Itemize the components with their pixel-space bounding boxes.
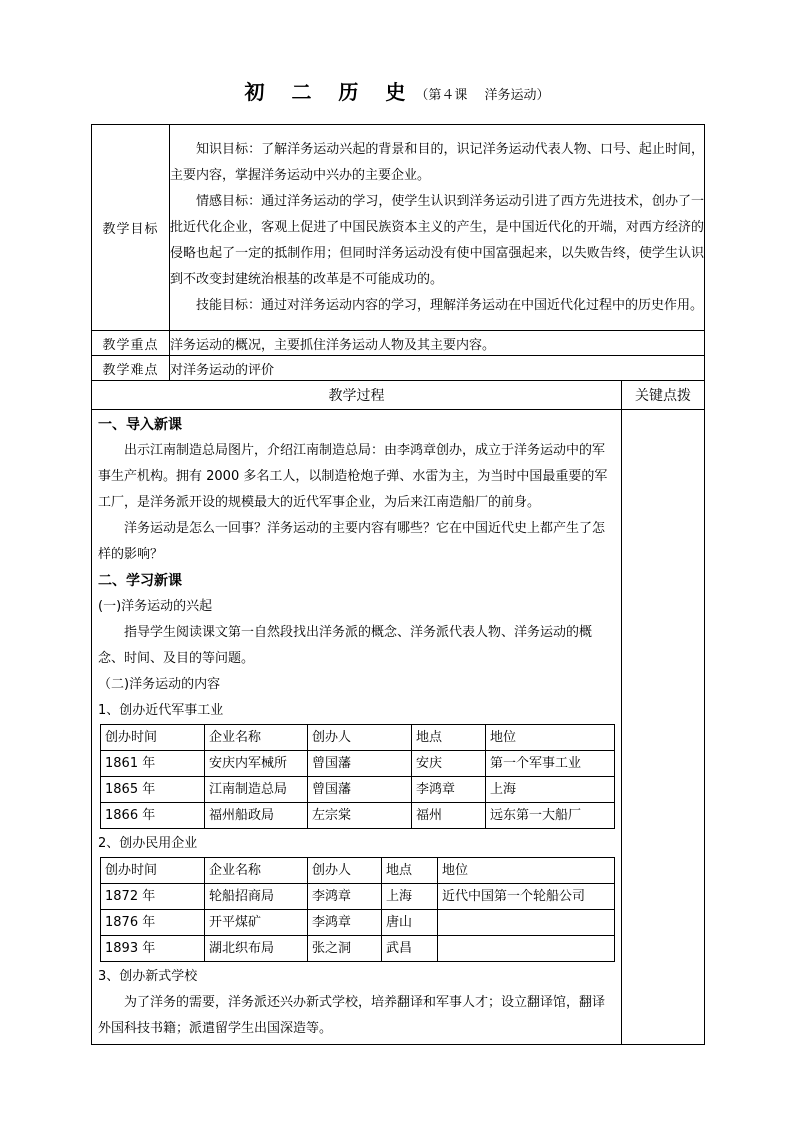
process-content bbox=[92, 410, 622, 1045]
objectives-content bbox=[170, 125, 705, 331]
section-new-lesson-heading: 二、学习新课 bbox=[98, 573, 182, 589]
title-sub: （第４课 洋务运动） bbox=[415, 88, 550, 103]
table-header-cell: 地点 bbox=[412, 725, 486, 751]
table-cell: 江南制造总局 bbox=[205, 777, 308, 803]
objective-skill: 技能目标：通过对洋务运动内容的学习，理解洋务运动在中国近代化过程中的历史作用。 bbox=[196, 297, 704, 313]
table-header-cell: 创办时间 bbox=[101, 858, 205, 884]
objective-knowledge: 知识目标：了解洋务运动兴起的背景和目的，识记洋务运动代表人物、口号、起止时间，主要内容，掌握洋务运动中兴办的主要企业。 bbox=[170, 141, 705, 183]
table-header-row bbox=[101, 858, 615, 884]
subsection-rise-heading: (一)洋务运动的兴起 bbox=[98, 599, 213, 614]
school-paragraph: 为了洋务的需要，洋务派还兴办新式学校，培养翻译和军事人才；设立翻译馆，翻译外国科技书籍；派遣留学生出国深造等。 bbox=[98, 995, 606, 1036]
table-cell: 湖北织布局 bbox=[205, 936, 308, 962]
key-notes-header: 关键点拨 bbox=[622, 381, 705, 410]
table-cell: 李鸿章 bbox=[308, 884, 382, 910]
table-cell: 安庆 bbox=[412, 751, 486, 777]
school-heading: 3、创办新式学校 bbox=[98, 969, 198, 984]
subsection-content-heading: （二)洋务运动的内容 bbox=[98, 677, 221, 692]
table-cell: 唐山 bbox=[382, 910, 438, 936]
difficulty-text: 对洋务运动的评价 bbox=[170, 356, 705, 381]
table-cell: 张之洞 bbox=[308, 936, 382, 962]
table-row bbox=[101, 910, 615, 936]
table-row bbox=[101, 751, 615, 777]
table-cell: 1893 年 bbox=[101, 936, 205, 962]
table-row bbox=[101, 777, 615, 803]
table-cell: 近代中国第一个轮船公司 bbox=[438, 884, 615, 910]
intro-paragraph-2: 洋务运动是怎么一回事？洋务运动的主要内容有哪些？它在中国近代史上都产生了怎样的影响？ bbox=[98, 521, 606, 562]
table-header-cell: 地位 bbox=[438, 858, 615, 884]
military-industry-table bbox=[100, 724, 615, 829]
table-cell: 1876 年 bbox=[101, 910, 205, 936]
table-cell: 远东第一大船厂 bbox=[486, 803, 615, 829]
table-header-cell: 创办时间 bbox=[101, 725, 205, 751]
lesson-plan-table bbox=[91, 124, 705, 1045]
table-cell: 武昌 bbox=[382, 936, 438, 962]
table-cell: 开平煤矿 bbox=[205, 910, 308, 936]
table-cell bbox=[438, 936, 615, 962]
civil-heading: 2、创办民用企业 bbox=[98, 836, 198, 851]
table-cell: 福州 bbox=[412, 803, 486, 829]
table-header-cell: 地点 bbox=[382, 858, 438, 884]
table-row bbox=[101, 803, 615, 829]
table-cell: 曾国藩 bbox=[308, 751, 412, 777]
table-cell: 第一个军事工业 bbox=[486, 751, 615, 777]
key-point-label: 教学重点 bbox=[92, 331, 170, 356]
table-cell: 福州船政局 bbox=[205, 803, 308, 829]
table-row bbox=[101, 936, 615, 962]
table-header-cell: 创办人 bbox=[308, 725, 412, 751]
table-header-cell: 企业名称 bbox=[205, 858, 308, 884]
table-cell: 轮船招商局 bbox=[205, 884, 308, 910]
key-notes-column bbox=[622, 410, 705, 1045]
table-cell: 左宗棠 bbox=[308, 803, 412, 829]
table-row bbox=[101, 884, 615, 910]
key-point-text: 洋务运动的概况，主要抓住洋务运动人物及其主要内容。 bbox=[170, 331, 705, 356]
table-cell: 1872 年 bbox=[101, 884, 205, 910]
table-cell: 上海 bbox=[486, 777, 615, 803]
table-cell: 1861 年 bbox=[101, 751, 205, 777]
table-cell bbox=[438, 910, 615, 936]
table-cell: 安庆内军械所 bbox=[205, 751, 308, 777]
difficulty-label: 教学难点 bbox=[92, 356, 170, 381]
table-header-cell: 创办人 bbox=[308, 858, 382, 884]
table-cell: 上海 bbox=[382, 884, 438, 910]
table-header-row bbox=[101, 725, 615, 751]
rise-paragraph: 指导学生阅读课文第一自然段找出洋务派的概念、洋务派代表人物、洋务运动的概念、时间、及目的等问题。 bbox=[98, 625, 593, 666]
table-header-cell: 地位 bbox=[486, 725, 615, 751]
table-cell: 李鸿章 bbox=[308, 910, 382, 936]
table-cell: 1866 年 bbox=[101, 803, 205, 829]
table-cell: 1865 年 bbox=[101, 777, 205, 803]
objective-emotion: 情感目标：通过洋务运动的学习，使学生认识到洋务运动引进了西方先进技术，创办了一批近代化企业，客观上促进了中国民族资本主义的产生，是中国近代化的开端，对西方经济的侵略也起了一定的抵制作用；但同时洋务运动没有使中国富强起来，以失败告终，使学生认识到不改变封建统治根基的改革是不可能成功的。 bbox=[170, 193, 705, 287]
civil-enterprise-table bbox=[100, 857, 615, 962]
section-intro-heading: 一、导入新课 bbox=[98, 417, 182, 433]
military-heading: 1、创办近代军事工业 bbox=[98, 703, 224, 718]
title-main: 初 二 历 史 bbox=[244, 80, 416, 104]
intro-paragraph-1: 出示江南制造总局图片，介绍江南制造总局：由李鸿章创办，成立于洋务运动中的军事生产机构。拥有 2000 多名工人，以制造枪炮子弹、水雷为主，为当时中国最重要的军工厂，是洋务派开设的规模最大的近代军事企业，为后来江南造船厂的前身。 bbox=[98, 443, 608, 510]
table-cell: 李鸿章 bbox=[412, 777, 486, 803]
process-header: 教学过程 bbox=[92, 381, 622, 410]
objectives-label: 教学目标 bbox=[92, 125, 170, 331]
table-header-cell: 企业名称 bbox=[205, 725, 308, 751]
page-title bbox=[0, 76, 794, 105]
table-cell: 曾国藩 bbox=[308, 777, 412, 803]
